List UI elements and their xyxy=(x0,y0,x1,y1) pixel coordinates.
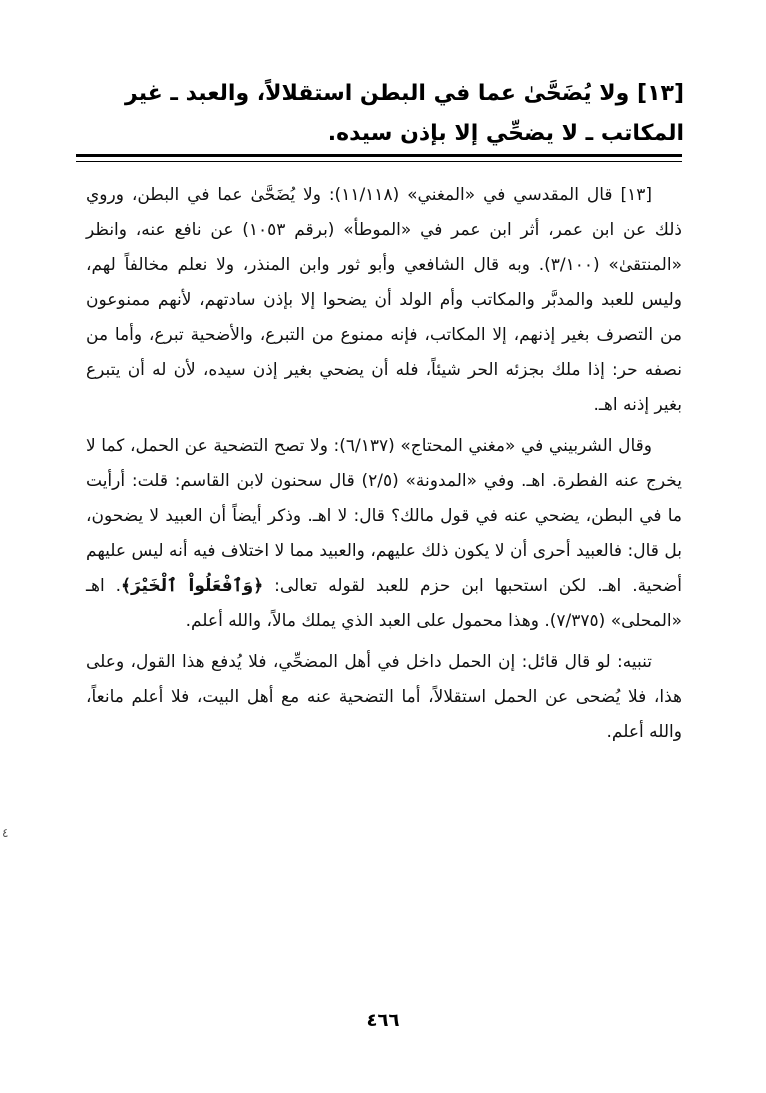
section-heading: [١٣] ولا يُضَحَّىٰ عما في البطن استقلالاً، والعبد ـ غير المكاتب ـ لا يضحِّي إلا بإذن سيده. xyxy=(125,81,684,146)
paragraph-mughni xyxy=(86,178,682,423)
heading-divider-thick xyxy=(76,154,682,157)
heading-divider-thin xyxy=(76,161,682,162)
paragraph-note xyxy=(86,645,682,750)
quran-verse: ﴿وَٱفْعَلُواْ ٱلْخَيْرَ﴾ xyxy=(121,576,264,596)
paragraph-text: [١٣] قال المقدسي في «المغني» (١١/١١٨): ولا يُضَحَّىٰ عما في البطن، وروي ذلك عن ابن عمر، أثر ابن عمر في «الموطأ» (برقم ١٠٥٣) عن نافع عنه، وانظر «المنتقىٰ» (٣/١٠٠). وبه قال الشافعي وأبو ثور وابن المنذر، ولا نعلم مخالفاً لهم، وليس للعبد والمدبَّر والمكاتب وأم الولد أن يضحوا إلا بإذن سادتهم، لأنهم ممنوعون من التصرف بغير إذنهم، إلا المكاتب، فإنه ممنوع من التبرع، والأضحية تبرع، وأما من نصفه حر: إذا ملك بجزئه الحر شيئاً، فله أن يضحي بغير إذن سيده، لأن له أن يتبرع بغير إذنه اهـ. xyxy=(86,185,682,415)
paragraph-shirbini xyxy=(86,429,682,639)
commentary-body xyxy=(86,178,682,756)
paragraph-text: وقال الشربيني في «مغني المحتاج» (٦/١٣٧): ولا تصح التضحية عن الحمل، كما لا يخرج عنه الفطرة. اهـ. وفي «المدونة» (٢/٥) قال سحنون لابن القاسم: قلت: أرأيت ما في البطن، يضحي عنه في قول مالك؟ قال: لا اهـ. وذكر أيضاً أن العبيد لا يضحون، بل قال: فالعبيد أحرى أن لا يكون ذلك عليهم، والعبيد مما لا اختلاف فيه أنه ليس عليهم أضحية. اهـ. لكن استحبها ابن حزم للعبد لقوله تعالى: xyxy=(86,436,682,596)
margin-mark: ٤ xyxy=(2,826,9,840)
paragraph-text-after: . اهـ «المحلى» (٧/٣٧٥). وهذا محمول على العبد الذي يملك مالاً، والله أعلم. xyxy=(86,576,682,631)
paragraph-text: تنبيه: لو قال قائل: إن الحمل داخل في أهل المضحِّي، فلا يُدفع هذا القول، وعلى هذا، فلا يُضحى عن الحمل استقلالاً، أما التضحية عنه مع أهل البيت، فلا أعلم مانعاً، والله أعلم. xyxy=(86,652,682,742)
page-number: ٤٦٦ xyxy=(366,1010,400,1031)
